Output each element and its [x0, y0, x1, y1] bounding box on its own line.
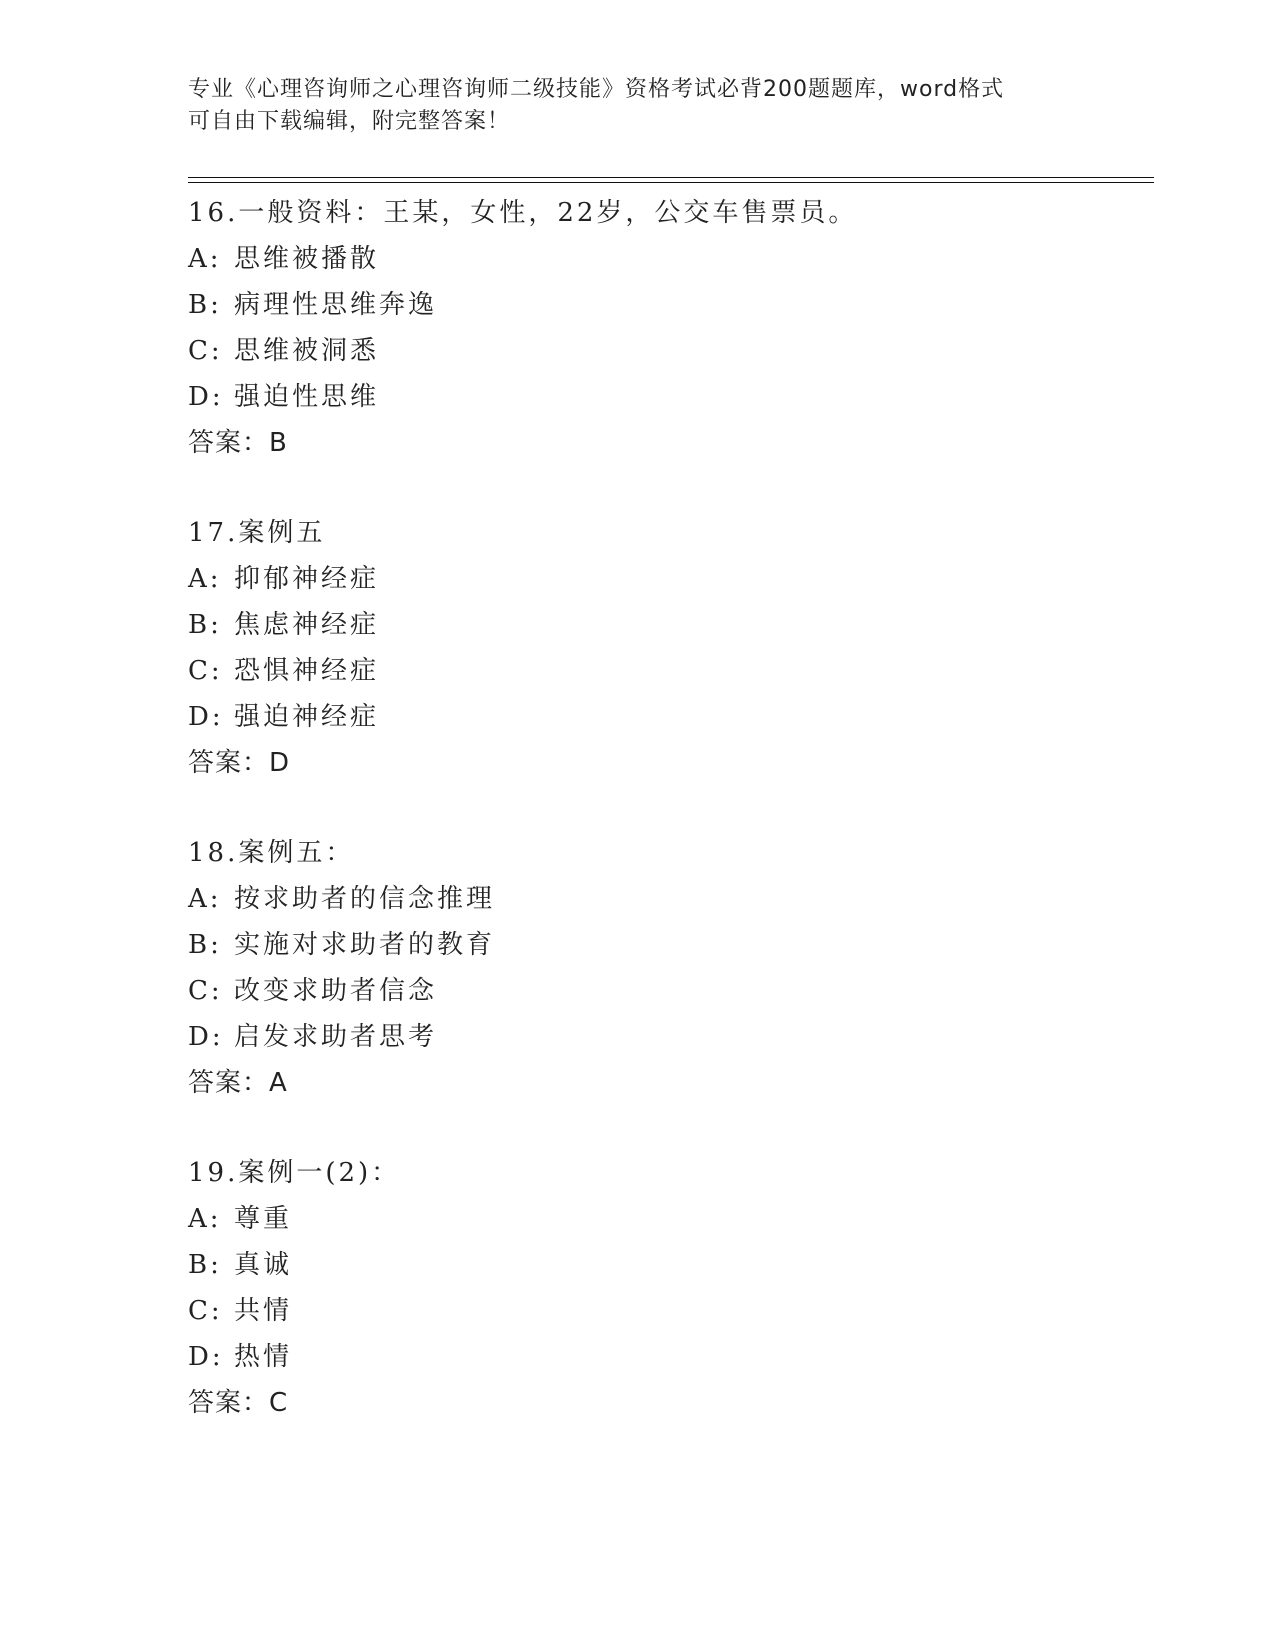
option-key: D:	[188, 1022, 224, 1052]
option-key: B:	[188, 290, 222, 320]
option-text: 改变求助者信念	[234, 976, 438, 1006]
option-text: 真诚	[234, 1250, 293, 1280]
option-text: 共情	[234, 1296, 293, 1326]
answer-line: 答案：A	[188, 1068, 288, 1098]
question-stem: 18.案例五：	[188, 838, 355, 868]
option-text: 实施对求助者的教育	[234, 930, 496, 960]
option-c	[188, 648, 1148, 694]
option-text: 强迫性思维	[234, 382, 380, 412]
option-text: 思维被洞悉	[234, 336, 380, 366]
option-b	[188, 922, 1148, 968]
question-stem: 16.一般资料：王某，女性，22岁，公交车售票员。	[188, 198, 858, 228]
question-stem: 19.案例一(2)：	[188, 1158, 401, 1188]
option-b	[188, 1242, 1148, 1288]
option-b	[188, 602, 1148, 648]
option-key: D:	[188, 702, 224, 732]
answer-line: 答案：D	[188, 748, 291, 778]
option-a	[188, 556, 1148, 602]
option-key: A:	[188, 884, 222, 914]
option-text: 思维被播散	[234, 244, 380, 274]
option-key: C:	[188, 976, 223, 1006]
question-16	[188, 190, 1148, 510]
header-divider-bottom	[188, 182, 1154, 183]
option-key: A:	[188, 1204, 222, 1234]
option-text: 恐惧神经症	[234, 656, 380, 686]
document-header	[188, 74, 1068, 138]
option-d	[188, 374, 1148, 420]
option-text: 热情	[234, 1342, 293, 1372]
question-stem: 17.案例五	[188, 518, 326, 548]
option-key: A:	[188, 564, 222, 594]
option-key: A:	[188, 244, 222, 274]
option-a	[188, 876, 1148, 922]
header-title-line-1: 专业《心理咨询师之心理咨询师二级技能》资格考试必背200题题库，word格式	[188, 77, 1005, 102]
option-a	[188, 236, 1148, 282]
question-18	[188, 830, 1148, 1150]
header-divider-top	[188, 177, 1154, 178]
option-key: D:	[188, 382, 224, 412]
option-c	[188, 1288, 1148, 1334]
option-key: C:	[188, 1296, 223, 1326]
option-key: D:	[188, 1342, 224, 1372]
question-list	[188, 190, 1148, 1470]
option-c	[188, 968, 1148, 1014]
option-a	[188, 1196, 1148, 1242]
option-text: 抑郁神经症	[234, 564, 380, 594]
option-key: B:	[188, 1250, 222, 1280]
question-19	[188, 1150, 1148, 1470]
answer-line: 答案：C	[188, 1388, 289, 1418]
option-text: 强迫神经症	[234, 702, 380, 732]
answer-line: 答案：B	[188, 428, 288, 458]
option-text: 按求助者的信念推理	[234, 884, 496, 914]
option-c	[188, 328, 1148, 374]
option-d	[188, 1014, 1148, 1060]
option-key: B:	[188, 930, 222, 960]
question-17	[188, 510, 1148, 830]
option-text: 焦虑神经症	[234, 610, 380, 640]
option-key: C:	[188, 656, 223, 686]
option-b	[188, 282, 1148, 328]
option-text: 尊重	[234, 1204, 293, 1234]
option-key: B:	[188, 610, 222, 640]
option-key: C:	[188, 336, 223, 366]
option-d	[188, 694, 1148, 740]
option-text: 病理性思维奔逸	[234, 290, 438, 320]
option-text: 启发求助者思考	[234, 1022, 438, 1052]
option-d	[188, 1334, 1148, 1380]
header-title-line-2: 可自由下载编辑，附完整答案！	[188, 109, 511, 134]
